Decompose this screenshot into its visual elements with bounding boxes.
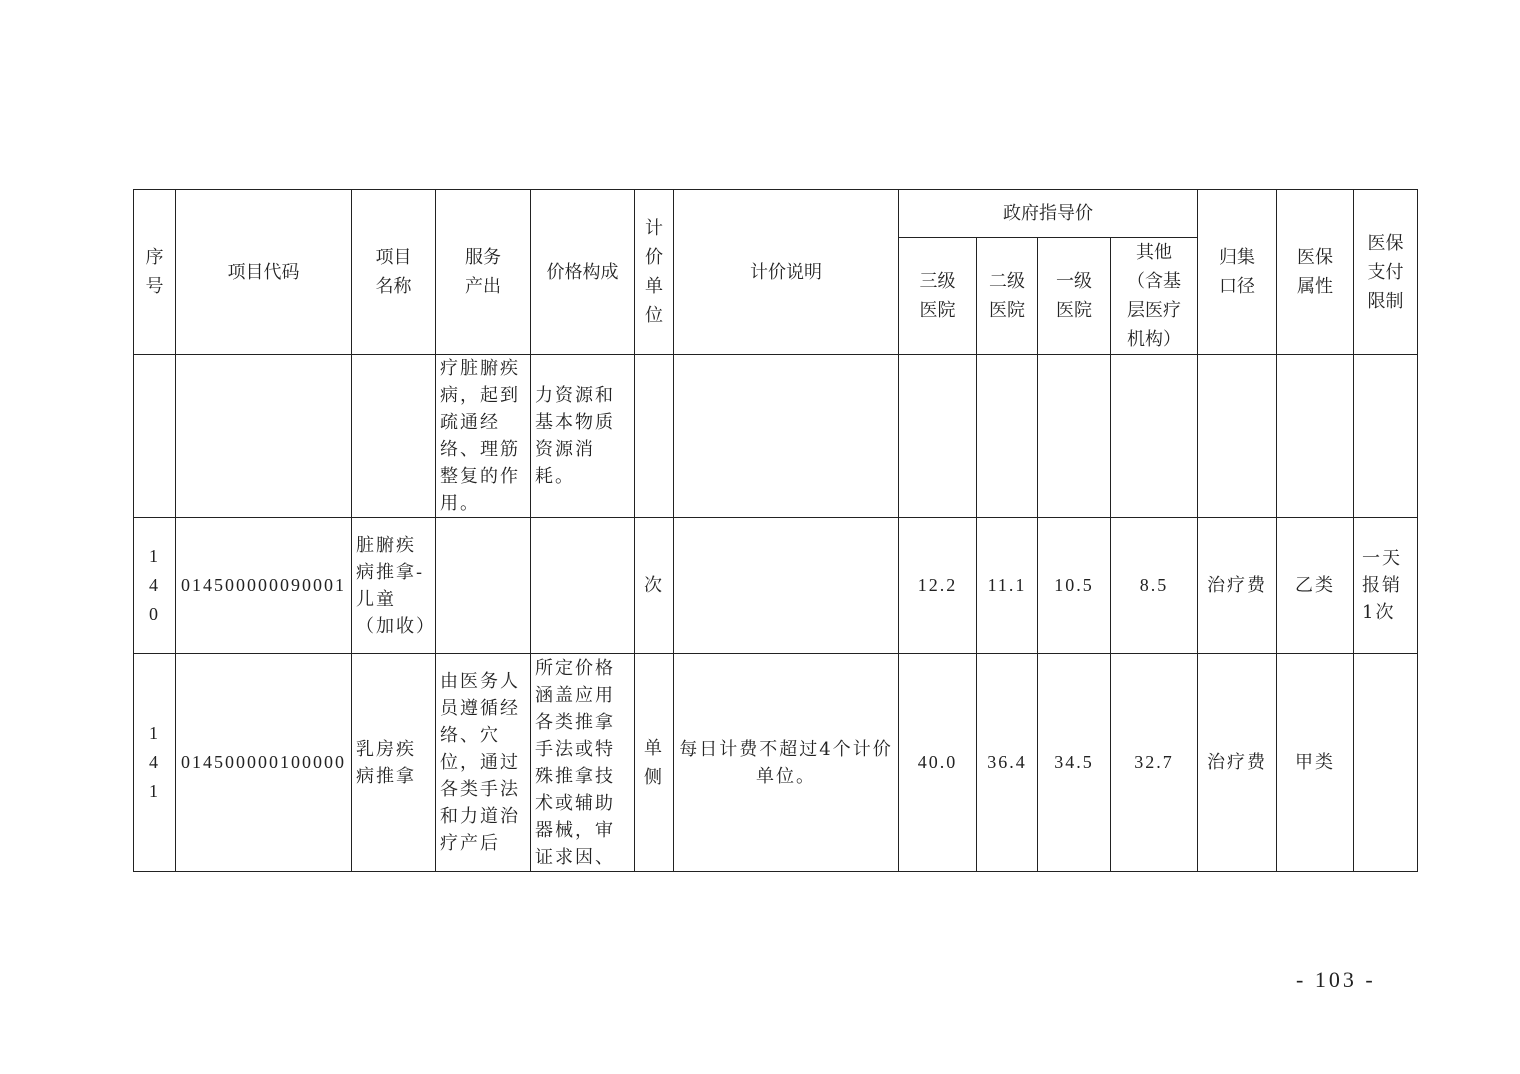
cell-composition xyxy=(531,518,635,654)
header-unit: 计价单位 xyxy=(635,190,674,355)
cell-unit: 单侧 xyxy=(635,654,674,872)
page-number: - 103 - xyxy=(1296,967,1376,992)
cell-code: 014500000100000 xyxy=(176,654,352,872)
cell-insurance: 甲类 xyxy=(1277,654,1354,872)
header-level3: 三级医院 xyxy=(899,238,977,355)
cell-limit xyxy=(1354,654,1418,872)
cell-limit: 一天报销1次 xyxy=(1354,518,1418,654)
header-limit: 医保支付限制 xyxy=(1354,190,1418,355)
price-table xyxy=(133,189,1418,872)
cell-unit xyxy=(635,355,674,518)
header-name: 项目名称 xyxy=(352,190,436,355)
cell-description: 每日计费不超过4个计价单位。 xyxy=(674,654,899,872)
cell-other: 8.5 xyxy=(1111,518,1198,654)
cell-seq: 140 xyxy=(134,518,176,654)
cell-level1: 10.5 xyxy=(1038,518,1111,654)
header-category: 归集口径 xyxy=(1198,190,1277,355)
header-gov-price: 政府指导价 xyxy=(899,190,1198,238)
cell-level3: 40.0 xyxy=(899,654,977,872)
cell-level1: 34.5 xyxy=(1038,654,1111,872)
cell-other: 32.7 xyxy=(1111,654,1198,872)
header-seq: 序号 xyxy=(134,190,176,355)
cell-code: 014500000090001 xyxy=(176,518,352,654)
table-row xyxy=(134,355,1418,518)
header-other: 其他（含基层医疗机构） xyxy=(1111,238,1198,355)
cell-level3 xyxy=(899,355,977,518)
cell-name: 脏腑疾病推拿-儿童（加收） xyxy=(352,518,436,654)
cell-category: 治疗费 xyxy=(1198,518,1277,654)
cell-limit xyxy=(1354,355,1418,518)
cell-service: 由医务人员遵循经络、穴位，通过各类手法和力道治疗产后 xyxy=(436,654,531,872)
cell-seq xyxy=(134,355,176,518)
cell-description xyxy=(674,355,899,518)
header-level2: 二级医院 xyxy=(977,238,1038,355)
cell-insurance: 乙类 xyxy=(1277,518,1354,654)
cell-name: 乳房疾病推拿 xyxy=(352,654,436,872)
cell-level1 xyxy=(1038,355,1111,518)
header-level1: 一级医院 xyxy=(1038,238,1111,355)
cell-code xyxy=(176,355,352,518)
cell-name xyxy=(352,355,436,518)
header-code: 项目代码 xyxy=(176,190,352,355)
cell-level2: 11.1 xyxy=(977,518,1038,654)
cell-level2: 36.4 xyxy=(977,654,1038,872)
cell-level3: 12.2 xyxy=(899,518,977,654)
header-service: 服务产出 xyxy=(436,190,531,355)
cell-composition: 所定价格涵盖应用各类推拿手法或特殊推拿技术或辅助器械，审证求因、 xyxy=(531,654,635,872)
cell-level2 xyxy=(977,355,1038,518)
cell-insurance xyxy=(1277,355,1354,518)
cell-other xyxy=(1111,355,1198,518)
cell-unit: 次 xyxy=(635,518,674,654)
cell-composition: 力资源和基本物质资源消耗。 xyxy=(531,355,635,518)
cell-seq: 141 xyxy=(134,654,176,872)
header-description: 计价说明 xyxy=(674,190,899,355)
cell-category: 治疗费 xyxy=(1198,654,1277,872)
cell-category xyxy=(1198,355,1277,518)
cell-service xyxy=(436,518,531,654)
table-row xyxy=(134,654,1418,872)
header-insurance: 医保属性 xyxy=(1277,190,1354,355)
table-row xyxy=(134,518,1418,654)
cell-description xyxy=(674,518,899,654)
cell-service: 疗脏腑疾病，起到疏通经络、理筋整复的作用。 xyxy=(436,355,531,518)
header-composition: 价格构成 xyxy=(531,190,635,355)
